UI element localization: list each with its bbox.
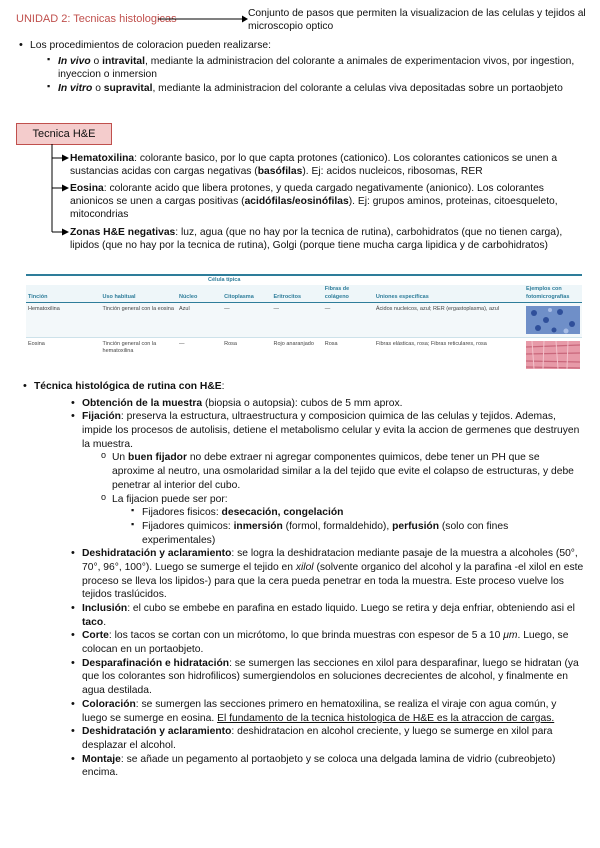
fijadores-quimicos-item: ▪ Fijadores quimicos: inmersión (formol, formaldehido), perfusión (solo con fines experimentales): [142, 520, 584, 547]
coloracion-section: [30, 39, 590, 96]
in-vitro-item: ▪ In vitro o supravital, mediante la administracion del colorante a celulas viva depositadas sobre un portaobjeto: [58, 82, 590, 96]
table-header: Eritrocitos: [272, 285, 323, 302]
table-cell: Rosa: [324, 340, 338, 347]
table-cell: Fibras elásticas, rosa; Fibras reticulares, rosa: [375, 340, 487, 347]
table-header: Uso habitual: [101, 285, 177, 302]
montaje-item: • Montaje: se añade un pegamento al portaobjeto y se coloca una delgada lamina de vidrio (cubreobjeto) encima.: [82, 753, 584, 780]
table-cell: —: [323, 302, 374, 337]
fijacion-tipos-item: o La fijacion puede ser por:: [112, 493, 584, 507]
title-arrow: [158, 14, 248, 24]
fijacion-item: • Fijación: preserva la estructura, ultraestructura y composicion quimica de las celulas y tejidos. Ademas, impide los procesos de autolisis, detiene el metabolismo celular y evita la accion de germenes que destruyen la muestra.: [82, 410, 584, 451]
buen-fijador-item: o Un buen fijador no debe extraer ni agregar componentes quimicos, debe tener un PH que se aproxime al neutro, una osmolaridad similar a la del tejido que evite el colapso de estructuras, y debe penetrar al interior del cubo.: [112, 451, 584, 492]
table-header: Fibras de colágeno: [323, 285, 374, 302]
table-row: [26, 337, 582, 372]
coloracion-item: • Coloración: se sumergen las secciones primero en hematoxilina, se realiza el viraje con agua común, y luego se sumerge en eosina. El fundamento de la tecnica histologica de H&E es la atraccion de cargas.: [82, 698, 584, 725]
table-cell: Rojo anaranjado: [273, 340, 314, 347]
unit-title: UNIDAD 2: Tecnicas histologicas: [16, 13, 177, 25]
he-staining-table: [26, 274, 582, 372]
table-cell: [524, 337, 582, 372]
coloracion-intro: • Los procedimientos de coloracion pueden realizarse:: [30, 39, 590, 53]
deshidratacion-item: • Deshidratación y aclaramiento: se logra la deshidratacion mediante pasaje de la muestra a alcoholes (50°, 70°, 96°, 100°). Luego se sumerge el tejido en xilol (solvente organico del alcohol y la parafina -el xilol en este proceso se lleva los lipidos-) para que la cera pueda penetrar en toda la muestra. Este proceso vuelve los tejidos traslúcidos.: [82, 547, 584, 602]
table-cell: Tinción general con la hematoxilina: [102, 340, 157, 355]
table-cell: —: [272, 302, 323, 337]
inclusion-item: • Inclusión: el cubo se embebe en parafina en estado liquido. Luego se retira y deja enfriar, obteniendo asi el taco.: [82, 602, 584, 629]
table-cell: Rosa: [224, 340, 237, 347]
hematoxilina-item: Hematoxilina: colorante basico, por lo que capta protones (cationico). Los colorantes cationicos se unen a sustancias acidas con cargas negativas (basófilas). Ej: acidos nucleicos, ribosomas, RER: [70, 153, 558, 178]
obtencion-item: • Obtención de la muestra (biopsia o autopsia): cubos de 5 mm aprox.: [82, 397, 584, 411]
hematoxilina-micrograph: [526, 306, 580, 334]
fijadores-fisicos-item: ▪ Fijadores fisicos: desecación, congelación: [142, 506, 584, 520]
he-technique-box: Tecnica H&E: [16, 123, 112, 145]
table-cell: —: [178, 340, 185, 347]
table-cell: Eosina: [28, 340, 45, 347]
corte-item: • Corte: los tacos se cortan con un micrótomo, lo que brinda muestras con espesor de 5 a 10 μm. Luego, se colocan en un portaobjeto.: [82, 629, 584, 656]
desparafinacion-item: • Desparafinación e hidratación: se sumergen las secciones en xilol para desparafinar, luego se hidratan (ya que los colorantes son hidrofilicos) sumergiendolos en soluciones decrecientes de alcohol, y finalmente en agua destilada.: [82, 657, 584, 698]
table-group-header: Célula típica: [177, 275, 272, 285]
rutina-title: • Técnica histológica de rutina con H&E:: [34, 380, 584, 394]
table-header: Tinción: [26, 285, 101, 302]
table-cell: Azul: [177, 302, 222, 337]
table-row: [26, 302, 582, 337]
table-header: Núcleo: [177, 285, 222, 302]
in-vivo-item: ▪ In vivo o intravital, mediante la administracion del colorante a animales de experimentacion vivos, por ingestion, inyeccion o inmersion: [58, 55, 590, 82]
deshidratacion-final-item: • Deshidratación y aclaramiento: deshidratacion en alcohol creciente, y luego se sumerge en xilol para desplazar el alcohol.: [82, 725, 584, 752]
zonas-negativas-item: Zonas H&E negativas: luz, agua (que no hay por la tecnica de rutina), carbohidratos (que no tienen carga), lipidos (que no hay por la tecnica de rutina), Golgi (porque tiene mucha carga lipidica y de carbohidratos): [70, 227, 563, 252]
table-cell: [524, 302, 582, 337]
table-cell: Tinción general con la eosina: [101, 302, 177, 337]
eosina-micrograph: [526, 341, 580, 369]
eosina-item: Eosina: colorante acido que libera protones, y queda cargado negativamente (anionico). Los colorantes anionicos se unen a cargas positivas (acidófilas/eosinófilas). Ej: grupos aminos, proteinas, citoesqueleto, mitocondrias: [70, 183, 558, 221]
table-cell: Hematoxilina: [26, 302, 101, 337]
table-cell: Ácidos nucleicos, azul; RER (ergastoplasma), azul: [374, 302, 524, 337]
table-cell: —: [222, 302, 271, 337]
table-header: Ejemplos con fotomicrografías: [524, 285, 582, 302]
unit-definition: Conjunto de pasos que permiten la visualizacion de las celulas y tejidos al microscopio optico: [248, 8, 586, 32]
table-header: Citoplasma: [222, 285, 271, 302]
rutina-section: [34, 380, 584, 780]
table-header: Uniones específicas: [374, 285, 524, 302]
